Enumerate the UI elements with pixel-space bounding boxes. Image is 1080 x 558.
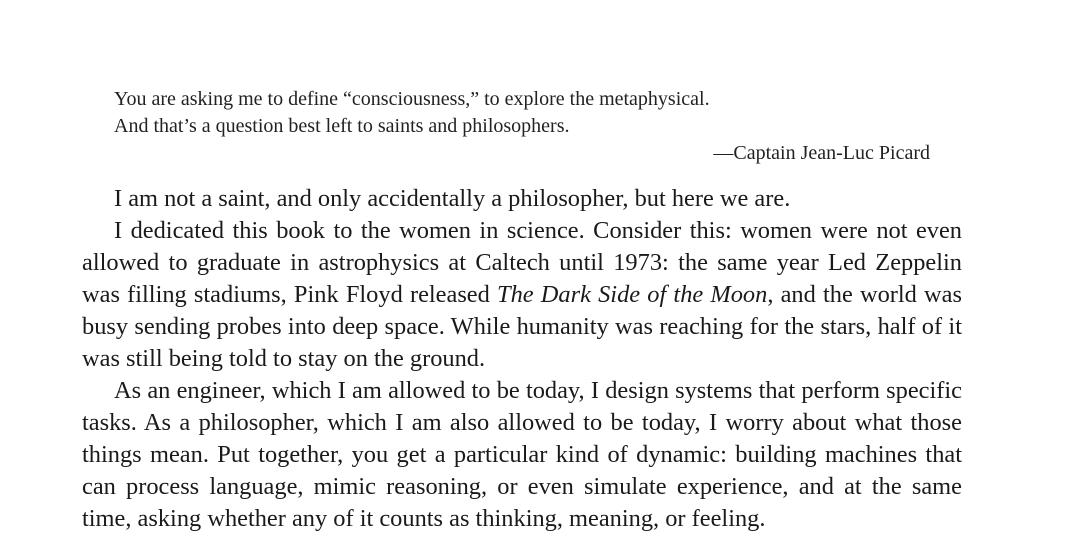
epigraph-line: You are asking me to define “consciousness,” to explore the metaphysical. xyxy=(114,88,710,110)
epigraph-attribution: —Captain Jean-Luc Picard xyxy=(713,142,930,164)
paragraph-text: I dedicated this book to the women in science. Consider this: women were not even allowed to graduate in astrophysics at Caltech until 1973: the same year Led Zeppelin was filling stadiums, Pink Floyd released xyxy=(82,217,962,308)
epigraph-quote xyxy=(114,86,930,167)
paragraph: As an engineer, which I am allowed to be today, I design systems that perform specific tasks. As a philosopher, which I am also allowed to be today, I worry about what those things mean. Put together, you get a particular kind of dynamic: building machines that can process language, mimic reasoning, or even simulate experience, and at the same time, asking whether any of it counts as thinking, meaning, or feeling. xyxy=(82,377,962,532)
paragraph xyxy=(82,215,962,375)
body-text xyxy=(82,183,962,535)
epigraph-line: And that’s a question best left to saints and philosophers. xyxy=(114,115,570,137)
album-title: The Dark Side of the Moon xyxy=(497,281,768,308)
paragraph: I am not a saint, and only accidentally a philosopher, but here we are. xyxy=(114,185,791,212)
paragraph-text: , and the world was busy sending probes into deep space. While humanity was reaching for the stars, half of it was still being told to stay on the ground. xyxy=(82,281,962,372)
